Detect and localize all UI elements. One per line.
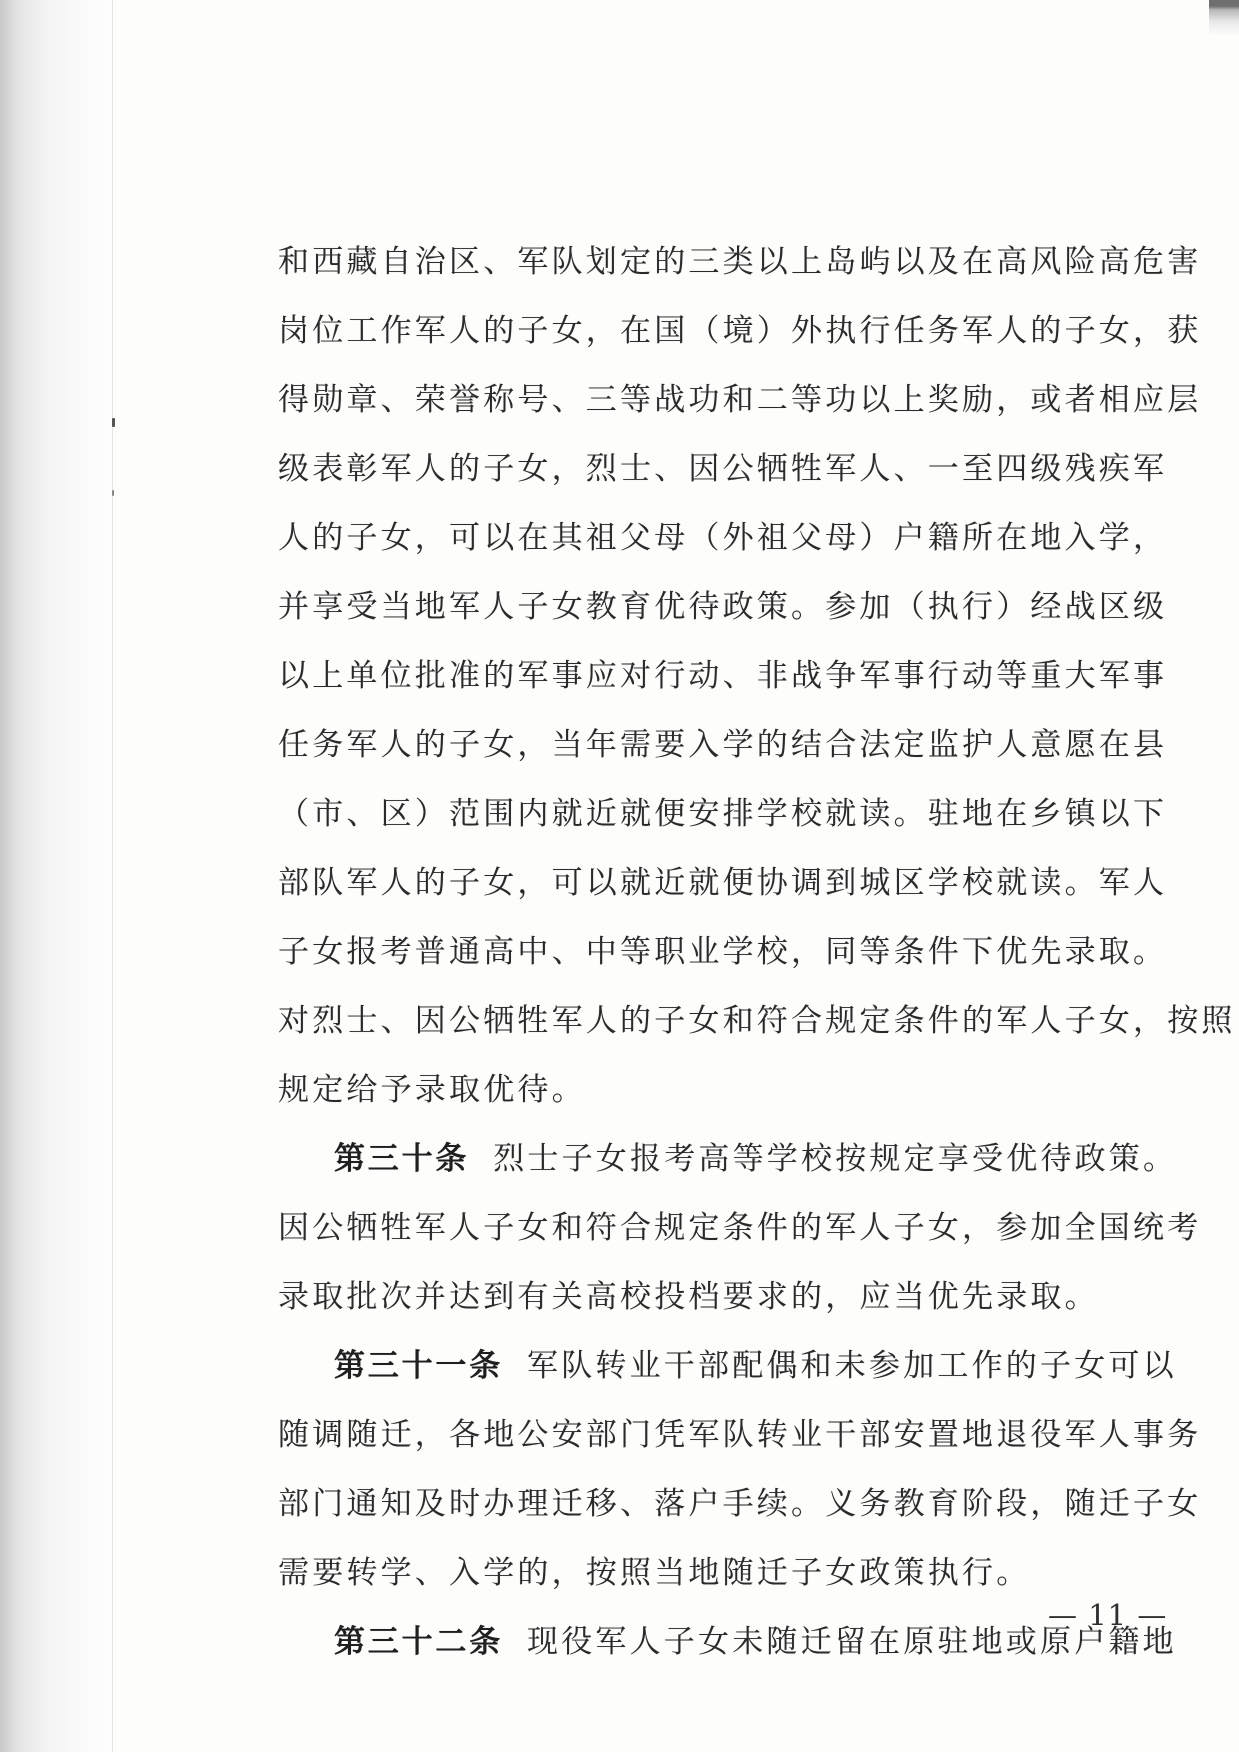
article-32-label: 第三十二条 [334, 1624, 503, 1660]
body-line-2: 岗位工作军人的子女，在国（境）外执行任务军人的子女，获 [278, 313, 1202, 349]
body-line-8: 任务军人的子女，当年需要入学的结合法定监护人意愿在县 [278, 727, 1168, 763]
body-line-5: 人的子女，可以在其祖父母（外祖父母）户籍所在地入学， [278, 520, 1168, 556]
body-line-10: 部队军人的子女，可以就近就便协调到城区学校就读。军人 [278, 865, 1168, 901]
article-31-line-4: 需要转学、入学的，按照当地随迁子女政策执行。 [278, 1555, 1031, 1591]
article-31-line-2: 随调随迁，各地公安部门凭军队转业干部安置地退役军人事务 [278, 1417, 1202, 1453]
body-line-4: 级表彰军人的子女，烈士、因公牺牲军人、一至四级残疾军 [278, 451, 1168, 487]
body-line-7: 以上单位批准的军事应对行动、非战争军事行动等重大军事 [278, 658, 1168, 694]
top-right-scan-shadow [1209, 0, 1239, 36]
article-31-label: 第三十一条 [334, 1348, 503, 1384]
body-line-6: 并享受当地军人子女教育优待政策。参加（执行）经战区级 [278, 589, 1168, 625]
article-31-line-3: 部门通知及时办理迁移、落户手续。义务教育阶段，随迁子女 [278, 1486, 1202, 1522]
article-30-label: 第三十条 [334, 1141, 470, 1177]
article-31-text-1: 军队转业干部配偶和未参加工作的子女可以 [527, 1348, 1177, 1384]
page-number: — 11 — [1048, 1598, 1168, 1632]
body-line-3: 得勋章、荣誉称号、三等战功和二等功以上奖励，或者相应层 [278, 382, 1202, 418]
body-line-11: 子女报考普通高中、中等职业学校，同等条件下优先录取。 [278, 934, 1168, 970]
scan-mark [112, 418, 115, 427]
article-30-line-3: 录取批次并达到有关高校投档要求的，应当优先录取。 [278, 1279, 1099, 1315]
left-binding-shadow [0, 0, 115, 1752]
article-30-first-line [278, 1125, 1203, 1194]
body-line-12: 对烈士、因公牺牲军人的子女和符合规定条件的军人子女，按照 [278, 1003, 1236, 1039]
scan-mark [112, 490, 114, 496]
left-page-edge [112, 0, 113, 1752]
article-32-text-1: 现役军人子女未随迁留在原驻地或原户籍地 [527, 1624, 1177, 1660]
article-30-text-1: 烈士子女报考高等学校按规定享受优待政策。 [493, 1141, 1178, 1177]
body-line-1: 和西藏自治区、军队划定的三类以上岛屿以及在高风险高危害 [278, 244, 1202, 280]
article-31-first-line [278, 1332, 1203, 1401]
article-30-line-2: 因公牺牲军人子女和符合规定条件的军人子女，参加全国统考 [278, 1210, 1202, 1246]
body-line-13: 规定给予录取优待。 [278, 1072, 586, 1108]
body-line-9: （市、区）范围内就近就便安排学校就读。驻地在乡镇以下 [278, 796, 1168, 832]
document-body [278, 228, 1236, 1677]
